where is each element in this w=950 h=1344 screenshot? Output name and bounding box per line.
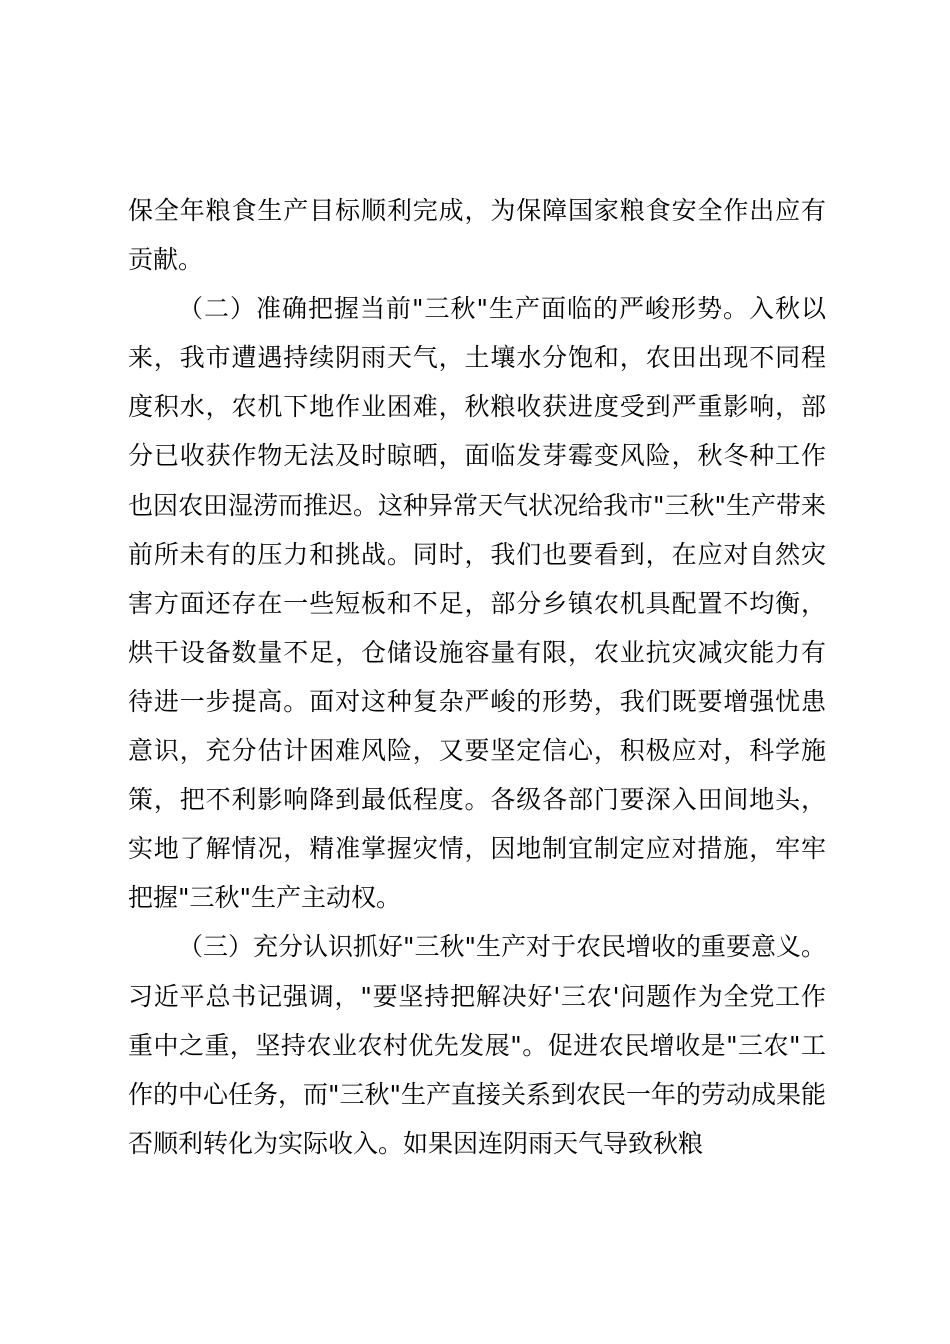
paragraph-section-2: （二）准确把握当前"三秋"生产面临的严峻形势。入秋以来，我市遭遇持续阴雨天气，土壤水分饱和，农田出现不同程度积水，农机下地作业困难，秋粮收获进度受到严重影响，部分已收获作物无法及时晾晒，面临发芽霉变风险，秋冬种工作也因农田湿涝而推迟。这种异常天气状况给我市"三秋"生产带来前所未有的压力和挑战。同时，我们也要看到，在应对自然灾害方面还存在一些短板和不足，部分乡镇农机具配置不均衡，烘干设备数量不足，仓储设施容量有限，农业抗灾减灾能力有待进一步提高。面对这种复杂严峻的形势，我们既要增强忧患意识，充分估计困难风险，又要坚定信心，积极应对，科学施策，把不利影响降到最低程度。各级各部门要深入田间地头，实地了解情况，精准掌握灾情，因地制宜制定应对措施，牢牢把握"三秋"生产主动权。 [128,294,827,913]
paragraph-continuation: 保全年粮食生产目标顺利完成，为保障国家粮食安全作出应有贡献。 [128,196,826,275]
paragraph-section-3: （三）充分认识抓好"三秋"生产对于农民增收的重要意义。习近平总书记强调，"要坚持把解决好'三农'问题作为全党工作重中之重，坚持农业农村优先发展"。促进农民增收是"三农"工作的中心任务，而"三秋"生产直接关系到农民一年的劳动成果能否顺利转化为实际收入。如果因连阴雨天气导致秋粮 [128,932,827,1158]
document-body [128,186,826,1168]
